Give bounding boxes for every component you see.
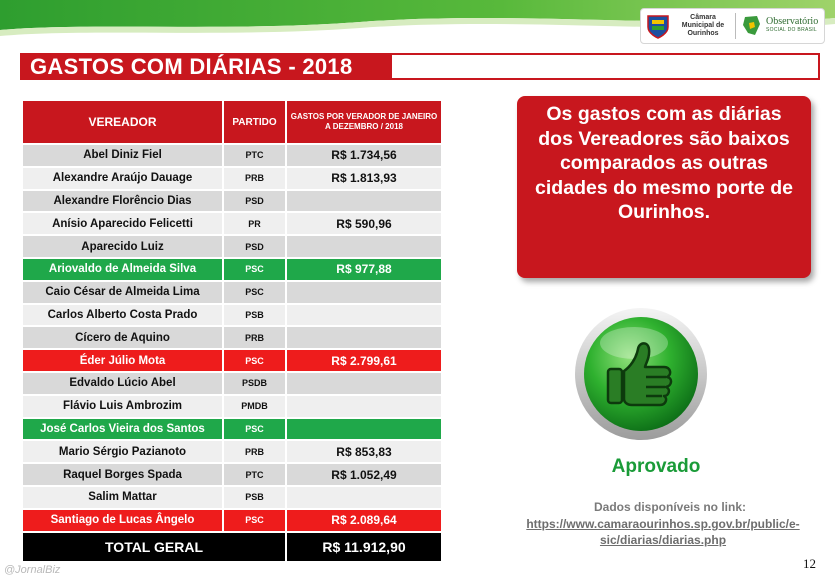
title-bar-inner	[392, 55, 818, 78]
watermark: @JornalBiz	[4, 564, 61, 576]
link-label: Dados disponíveis no link:	[593, 500, 747, 514]
vereador-name: Ariovaldo de Almeida Silva	[22, 258, 223, 281]
thumbs-up-icon	[572, 305, 710, 443]
party: PTC	[223, 144, 286, 167]
party: PSDB	[223, 372, 286, 395]
vereador-name: Aparecido Luiz	[22, 235, 223, 258]
party: PSC	[223, 258, 286, 281]
table-row	[22, 509, 442, 532]
vereador-name: Santiago de Lucas Ângelo	[22, 509, 223, 532]
expense-value: R$ 1.813,93	[286, 167, 442, 190]
expense-value	[286, 395, 442, 418]
party: PR	[223, 212, 286, 235]
table-row	[22, 144, 442, 167]
vereador-name: José Carlos Vieira dos Santos	[22, 418, 223, 441]
table-row	[22, 372, 442, 395]
expense-value: R$ 2.089,64	[286, 509, 442, 532]
expenses-table-wrap	[21, 99, 441, 563]
expense-value: R$ 2.799,61	[286, 349, 442, 372]
data-source-link[interactable]: https://www.camaraourinhos.sp.gov.br/public/e-sic/diarias/diarias.php	[526, 517, 800, 547]
party: PSB	[223, 486, 286, 509]
party: PRB	[223, 167, 286, 190]
party: PTC	[223, 463, 286, 486]
total-row	[22, 532, 442, 562]
table-row	[22, 235, 442, 258]
table-row	[22, 281, 442, 304]
expense-value	[286, 372, 442, 395]
expenses-table	[21, 99, 443, 563]
table-header-row	[22, 100, 442, 144]
expense-value	[286, 281, 442, 304]
vereador-name: Carlos Alberto Costa Prado	[22, 304, 223, 327]
table-row	[22, 190, 442, 213]
vereador-name: Alexandre Araújo Dauage	[22, 167, 223, 190]
vereador-name: Cícero de Aquino	[22, 326, 223, 349]
logo-separator	[735, 13, 736, 39]
vereador-name: Anísio Aparecido Felicetti	[22, 212, 223, 235]
table-row	[22, 167, 442, 190]
observatorio-map-icon	[740, 14, 762, 38]
expense-value	[286, 304, 442, 327]
expense-value: R$ 590,96	[286, 212, 442, 235]
vereador-name: Mario Sérgio Pazianoto	[22, 440, 223, 463]
party: PSC	[223, 418, 286, 441]
party: PSC	[223, 509, 286, 532]
party: PSC	[223, 349, 286, 372]
expense-value	[286, 326, 442, 349]
expense-value	[286, 235, 442, 258]
expense-value	[286, 486, 442, 509]
expense-value: R$ 853,83	[286, 440, 442, 463]
city-crest-icon	[645, 12, 671, 40]
party: PSC	[223, 281, 286, 304]
header-partido: PARTIDO	[223, 100, 286, 144]
vereador-name: Abel Diniz Fiel	[22, 144, 223, 167]
party: PSD	[223, 235, 286, 258]
party: PMDB	[223, 395, 286, 418]
observatorio-logo	[766, 17, 818, 35]
table-body	[22, 144, 442, 532]
vereador-name: Salim Mattar	[22, 486, 223, 509]
table-row	[22, 418, 442, 441]
observatorio-logo-title: Observatório	[766, 16, 819, 27]
title-bar	[20, 53, 820, 80]
table-row	[22, 486, 442, 509]
page-number: 12	[803, 556, 816, 571]
observatorio-logo-subtitle: SOCIAL DO BRASIL	[766, 27, 818, 33]
expense-value: R$ 977,88	[286, 258, 442, 281]
party: PSB	[223, 304, 286, 327]
callout-box: Os gastos com as diárias dos Vereadores são baixos comparados as outras cidades do mesmo porte de Ourinhos.	[517, 96, 811, 278]
vereador-name: Caio César de Almeida Lima	[22, 281, 223, 304]
table-row	[22, 326, 442, 349]
vereador-name: Flávio Luis Ambrozim	[22, 395, 223, 418]
party: PRB	[223, 326, 286, 349]
page-title: GASTOS COM DIÁRIAS - 2018	[20, 53, 363, 80]
vereador-name: Alexandre Florêncio Dias	[22, 190, 223, 213]
table-row	[22, 304, 442, 327]
vereador-name: Raquel Borges Spada	[22, 463, 223, 486]
expense-value: R$ 1.734,56	[286, 144, 442, 167]
header-gastos: GASTOS POR VERADOR DE JANEIRO A DEZEMBRO / 2018	[286, 100, 442, 144]
camara-logo-text: Câmara Municipal de Ourinhos	[681, 14, 725, 37]
approved-label: Aprovado	[611, 456, 701, 477]
header-vereador: VEREADOR	[22, 100, 223, 144]
table-row	[22, 349, 442, 372]
vereador-name: Edvaldo Lúcio Abel	[22, 372, 223, 395]
header-logos	[640, 8, 825, 44]
table-row	[22, 258, 442, 281]
table-row	[22, 440, 442, 463]
party: PRB	[223, 440, 286, 463]
vereador-name: Éder Júlio Mota	[22, 349, 223, 372]
expense-value: R$ 1.052,49	[286, 463, 442, 486]
table-row	[22, 463, 442, 486]
expense-value	[286, 418, 442, 441]
party: PSD	[223, 190, 286, 213]
expense-value	[286, 190, 442, 213]
table-row	[22, 395, 442, 418]
total-label: TOTAL GERAL	[22, 532, 286, 562]
total-value: R$ 11.912,90	[286, 532, 442, 562]
table-row	[22, 212, 442, 235]
